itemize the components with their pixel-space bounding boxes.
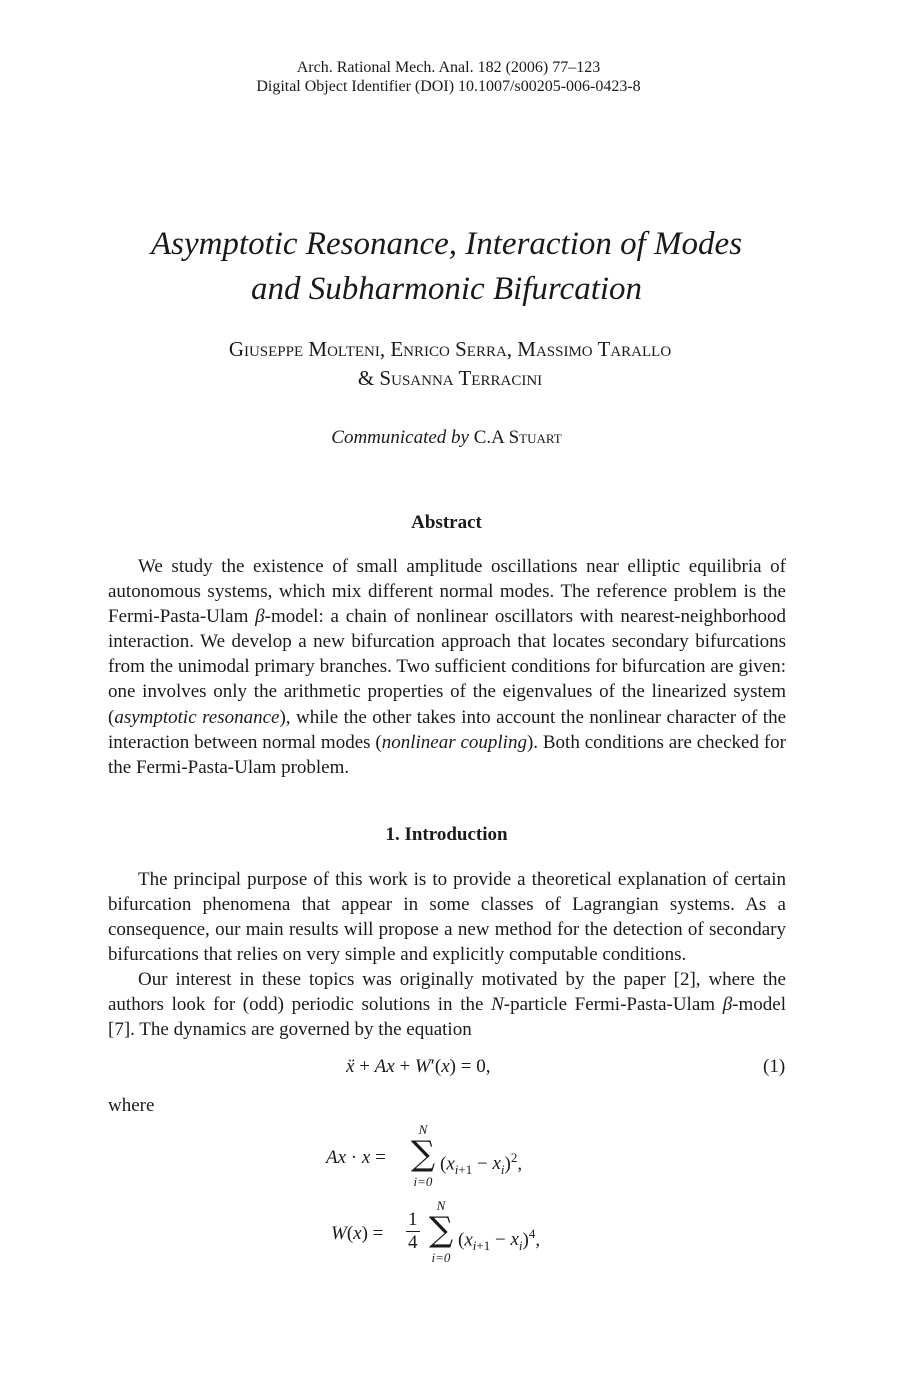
- intro-paragraph-2: [108, 967, 786, 1042]
- paper-title: [0, 222, 893, 312]
- communicated-by: [0, 426, 893, 450]
- intro-paragraph-1: The principal purpose of this work is to provide a theoretical explanation of certain bifurcation phenomena that appear in some classes of Lagrangian systems. As a consequence, our main results will propose a new method for the detection of secondary bifurcations that relies on very simple and explicitly computable conditions.: [108, 869, 786, 966]
- abstract-beta: β: [255, 606, 265, 628]
- communicated-prefix: Communicated by: [331, 427, 469, 448]
- doi-line: Digital Object Identifier (DOI) 10.1007/s00205-006-0423-8: [256, 78, 641, 95]
- abstract-heading: Abstract: [411, 512, 482, 533]
- authors-line-2: & Susanna Terracini: [357, 366, 543, 390]
- equation-1-number: (1): [763, 1056, 786, 1077]
- abstract-text-1: We study the existence of small amplitude oscillations near elliptic equilibria of autonomous systems, which mix different normal modes. The reference problem is the Fermi-Pasta-Ulam: [108, 556, 786, 628]
- introduction-heading: 1. Introduction: [385, 824, 508, 845]
- title-line-2: and Subharmonic Bifurcation: [250, 271, 643, 307]
- intro-p2-text-3: -model [7]. The dynamics are governed by the equation: [108, 994, 786, 1041]
- where-label: where: [108, 1095, 155, 1116]
- abstract-nonlinear-coupling: nonlinear coupling: [381, 731, 527, 753]
- journal-citation: Arch. Rational Mech. Anal. 182 (2006) 77–123: [296, 59, 601, 76]
- abstract-text-3: ), while the other takes into account the nonlinear character of the interaction between normal modes (: [108, 706, 786, 753]
- equation-ax-rhs: $(x_{i+1} - x_i)^2$,: [440, 1150, 523, 1178]
- communicator-name: C.A Stuart: [473, 427, 562, 448]
- title-line-1: Asymptotic Resonance, Interaction of Modes: [150, 226, 743, 262]
- fraction-one-quarter: $\frac{1}{4}$: [408, 1209, 418, 1253]
- author-list: [0, 335, 900, 393]
- abstract-body: [108, 554, 786, 780]
- equation-w-lhs: W(x) =: [331, 1223, 384, 1244]
- intro-p2-text-1: Our interest in these topics was originally motivated by the paper [2], where the authors look for (odd) periodic solutions in the: [108, 969, 786, 1016]
- journal-header: [0, 58, 897, 96]
- abstract-text-4: ). Both conditions are checked for the Fermi-Pasta-Ulam problem.: [108, 731, 786, 778]
- intro-p2-N: N: [491, 994, 504, 1016]
- equation-1-body: ẍ + Ax + W′(x) = 0,: [346, 1056, 491, 1077]
- equation-ax-lhs: Ax · x =: [326, 1147, 386, 1168]
- abstract-text-2: -model: a chain of nonlinear oscillators with nearest-neighborhood interaction. We develop a new bifurcation approach that locates secondary bifurcations from the unimodal primary branches. Two sufficient conditions for bifurcation are given: one involves only the arithmetic properties of the eigenvalues of the linearized system (: [108, 606, 786, 728]
- intro-p2-beta: β: [722, 994, 733, 1016]
- authors-line-1: Giuseppe Molteni, Enrico Serra, Massimo Tarallo: [228, 337, 672, 361]
- abstract-asymptotic-resonance: asymptotic resonance: [114, 706, 280, 728]
- equation-w-rhs: $(x_{i+1} - x_i)^4$,: [458, 1226, 541, 1254]
- intro-p2-text-2: -particle Fermi-Pasta-Ulam: [503, 994, 723, 1016]
